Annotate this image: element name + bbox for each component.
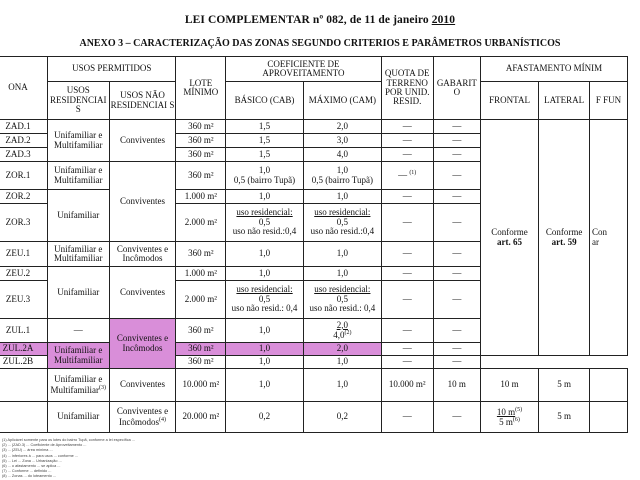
zul2a-gabarito: — (433, 343, 480, 356)
zone-zul2a: ZUL.2A (0, 343, 47, 356)
zor3-quota: — (381, 204, 433, 242)
zad3-gabarito: — (433, 148, 480, 162)
zor3-cab: uso residencial: 0,5 uso não resid.:0,4 (226, 204, 304, 242)
zor2-cam: 1,0 (303, 190, 381, 204)
zeu1-cab: 1,0 (226, 242, 304, 267)
zul2b-lote: 360 m² (176, 356, 226, 369)
zul1-cam: 2,0 4,0$^{(2)}$ (303, 319, 381, 343)
zeu2-lote: 1.000 m² (176, 267, 226, 281)
footnote: (4) ... inferiores à ... para usos ... conforme ... (2, 453, 78, 458)
row9-non-residential: Conviventes (109, 369, 176, 402)
zad3-lote: 360 m² (176, 148, 226, 162)
zul2a-quota: — (381, 343, 433, 356)
zor-non-residential: Conviventes (109, 162, 176, 242)
zeu2-cam: 1,0 (303, 267, 381, 281)
zone-zor2: ZOR.2 (0, 190, 47, 204)
zeu3-cam: uso residencial: 0,5 uso não resid.: 0,4 (303, 281, 381, 319)
zone-row9 (0, 369, 47, 402)
row9-cam: 1,0 (303, 369, 381, 402)
zul2b-cab: 1,0 (226, 356, 304, 369)
zeu1-lote: 360 m² (176, 242, 226, 267)
zone-zul1: ZUL.1 (0, 319, 47, 343)
header-lateral: LATERAL (539, 82, 590, 120)
zor1-lote: 360 m² (176, 162, 226, 190)
zul2a-cam: 2,0 (303, 343, 381, 356)
row9-fundos (590, 369, 628, 402)
zeu23-residential: Unifamiliar (47, 267, 109, 319)
zul1-residential: — (47, 319, 109, 343)
fundos-conforme: Con ar (590, 120, 628, 356)
row9-lote: 10.000 m² (176, 369, 226, 402)
zeu3-lote: 2.000 m² (176, 281, 226, 319)
zeu1-non-residential: Conviventes e Incômodos (109, 242, 176, 267)
footnote: (3) ... (ZEU) ... área mínima ... (2, 448, 53, 453)
zad2-cab: 1,5 (226, 134, 304, 148)
zad-non-residential: Conviventes (109, 120, 176, 162)
zul1-gabarito: — (433, 319, 480, 343)
zeu1-gabarito: — (433, 242, 480, 267)
title-year: 2010 (431, 14, 456, 26)
row10-quota: — (381, 402, 433, 433)
footnote: (1) Aplicável somente para os lotes do bairro Tupã, conforme a lei específica ... (2, 438, 135, 442)
row9-quota: 10.000 m² (381, 369, 433, 402)
footnote: (2) ... (ZAD.3) ... Coeficiente de Aproveitamento ... (2, 443, 87, 448)
footnote: (6) ... o afastamento ... se aplica ... (2, 464, 61, 469)
zor2-lote: 1.000 m² (176, 190, 226, 204)
zone-zad3: ZAD.3 (0, 148, 47, 162)
zeu3-cab: uso residencial: 0,5 uso não resid.: 0,4 (226, 281, 304, 319)
zul2a-lote: 360 m² (176, 343, 226, 356)
zeu23-non-residential: Conviventes (109, 267, 176, 319)
zad2-cam: 3,0 (303, 134, 381, 148)
zone-zor3: ZOR.3 (0, 204, 47, 242)
zone-zeu1: ZEU.1 (0, 242, 47, 267)
header-quota: QUOTA DE TERRENO POR UNID. RESID. (381, 57, 433, 120)
row10-fundos (590, 402, 628, 433)
zad1-lote: 360 m² (176, 120, 226, 134)
zone-zeu2: ZEU.2 (0, 267, 47, 281)
zad2-gabarito: — (433, 134, 480, 148)
zeu2-quota: — (381, 267, 433, 281)
zor2-quota: — (381, 190, 433, 204)
zor1-cab: 1,0 0,5 (bairro Tupã) (226, 162, 304, 190)
zeu3-quota: — (381, 281, 433, 319)
header-fundos: F FUN (590, 82, 628, 120)
header-zona: ONA (0, 57, 47, 120)
zad3-cam: 4,0 (303, 148, 381, 162)
zone-row10 (0, 402, 47, 433)
row10-residential: Unifamiliar (47, 402, 109, 433)
page-title (0, 14, 640, 26)
header-usos-residenciais: USOS RESIDENCIAI S (47, 82, 109, 120)
lateral-conforme: Conforme art. 59 (539, 120, 590, 356)
annex-subtitle: ANEXO 3 – CARACTERIZAÇÃO DAS ZONAS SEGUNDO CRITERIOS E PARÂMETROS URBANÍSTICOS (79, 38, 561, 49)
header-gabarito: GABARIT O (433, 57, 480, 120)
frontal-conforme: Conforme art. 65 (480, 120, 538, 356)
zeu2-cab: 1,0 (226, 267, 304, 281)
footnotes (2, 438, 442, 480)
zul1-cab: 1,0 (226, 319, 304, 343)
zor1-quota: — $^{(1)}$ (381, 162, 433, 190)
footnote: (5) ... Lei ... Zona ... Urbanização ... (2, 458, 62, 463)
row10-frontal: 10 $m^{(5)}$ 5 $m^{(6)}$ (480, 402, 538, 433)
zor2-gabarito: — (433, 190, 480, 204)
row10-gabarito: — (433, 402, 480, 433)
zad3-cab: 1,5 (226, 148, 304, 162)
row9-gabarito: 10 m (433, 369, 480, 402)
zeu3-gabarito: — (433, 281, 480, 319)
row9-cab: 1,0 (226, 369, 304, 402)
zul2b-cam: 1,0 (303, 356, 381, 369)
zor2-cab: 1,0 (226, 190, 304, 204)
zone-zad2: ZAD.2 (0, 134, 47, 148)
zad1-gabarito: — (433, 120, 480, 134)
header-frontal: FRONTAL (480, 82, 538, 120)
row10-cam: 0,2 (303, 402, 381, 433)
row9-residential: Unifamiliar e Multifamiliar$^{(3)}$ (47, 369, 109, 402)
zul2b-quota: — (381, 356, 433, 369)
zone-zor1: ZOR.1 (0, 162, 47, 190)
header-usos-permitidos: USOS PERMITIDOS (47, 57, 176, 82)
zeu1-residential: Unifamiliar e Multifamiliar (47, 242, 109, 267)
zor1-residential: Unifamiliar e Multifamiliar (47, 162, 109, 190)
footnote: (7) ... Conforme ... definido ... (2, 469, 52, 474)
zad2-lote: 360 m² (176, 134, 226, 148)
zad-residential: Unifamiliar e Multifamiliar (47, 120, 109, 162)
row10-cab: 0,2 (226, 402, 304, 433)
zeu1-cam: 1,0 (303, 242, 381, 267)
row10-lateral: 5 m (539, 402, 590, 433)
header-lote-minimo: LOTE MÍNIMO (176, 57, 226, 120)
zor3-lote: 2.000 m² (176, 204, 226, 242)
header-maximo: MÁXIMO (CAM) (303, 82, 381, 120)
zad1-cam: 2,0 (303, 120, 381, 134)
zor1-cam: 1,0 0,5 (bairro Tupã) (303, 162, 381, 190)
zul2-residential: Unifamiliar e Multifamiliar (47, 343, 109, 369)
row10-lote: 20.000 m² (176, 402, 226, 433)
header-coeficiente: COEFICIENTE DE APROVEITAMENTO (226, 57, 382, 82)
zul1-lote: 360 m² (176, 319, 226, 343)
zul1-quota: — (381, 319, 433, 343)
zone-zeu3: ZEU.3 (0, 281, 47, 319)
zor3-gabarito: — (433, 204, 480, 242)
zoning-table (0, 56, 628, 433)
zeu1-quota: — (381, 242, 433, 267)
zor1-gabarito: — (433, 162, 480, 190)
header-basico: BÁSICO (CAB) (226, 82, 304, 120)
zul2a-cab: 1,0 (226, 343, 304, 356)
header-afastamento: AFASTAMENTO MÍNIM (480, 57, 627, 82)
zad1-quota: — (381, 120, 433, 134)
row9-frontal: 10 m (480, 369, 538, 402)
zad2-quota: — (381, 134, 433, 148)
zul-non-residential: Conviventes e Incômodos (109, 319, 176, 369)
zeu2-gabarito: — (433, 267, 480, 281)
zone-zul2b: ZUL.2B (0, 356, 47, 369)
zor3-cam: uso residencial: 0,5 uso não resid.:0,4 (303, 204, 381, 242)
footnote: (8) ... Zonas ... do loteamento ... (2, 474, 57, 479)
zad3-quota: — (381, 148, 433, 162)
zul2b-gabarito: — (433, 356, 480, 369)
zone-zad1: ZAD.1 (0, 120, 47, 134)
title-text: LEI COMPLEMENTAR nº 082, de 11 de janeiro (184, 14, 432, 26)
row9-lateral: 5 m (539, 369, 590, 402)
header-usos-nao-residenciais: USOS NÃO RESIDENCIAI S (109, 82, 176, 120)
zad1-cab: 1,5 (226, 120, 304, 134)
row10-non-residential: Conviventes e Incômodos$^{(4)}$ (109, 402, 176, 433)
zor23-residential: Unifamiliar (47, 190, 109, 242)
